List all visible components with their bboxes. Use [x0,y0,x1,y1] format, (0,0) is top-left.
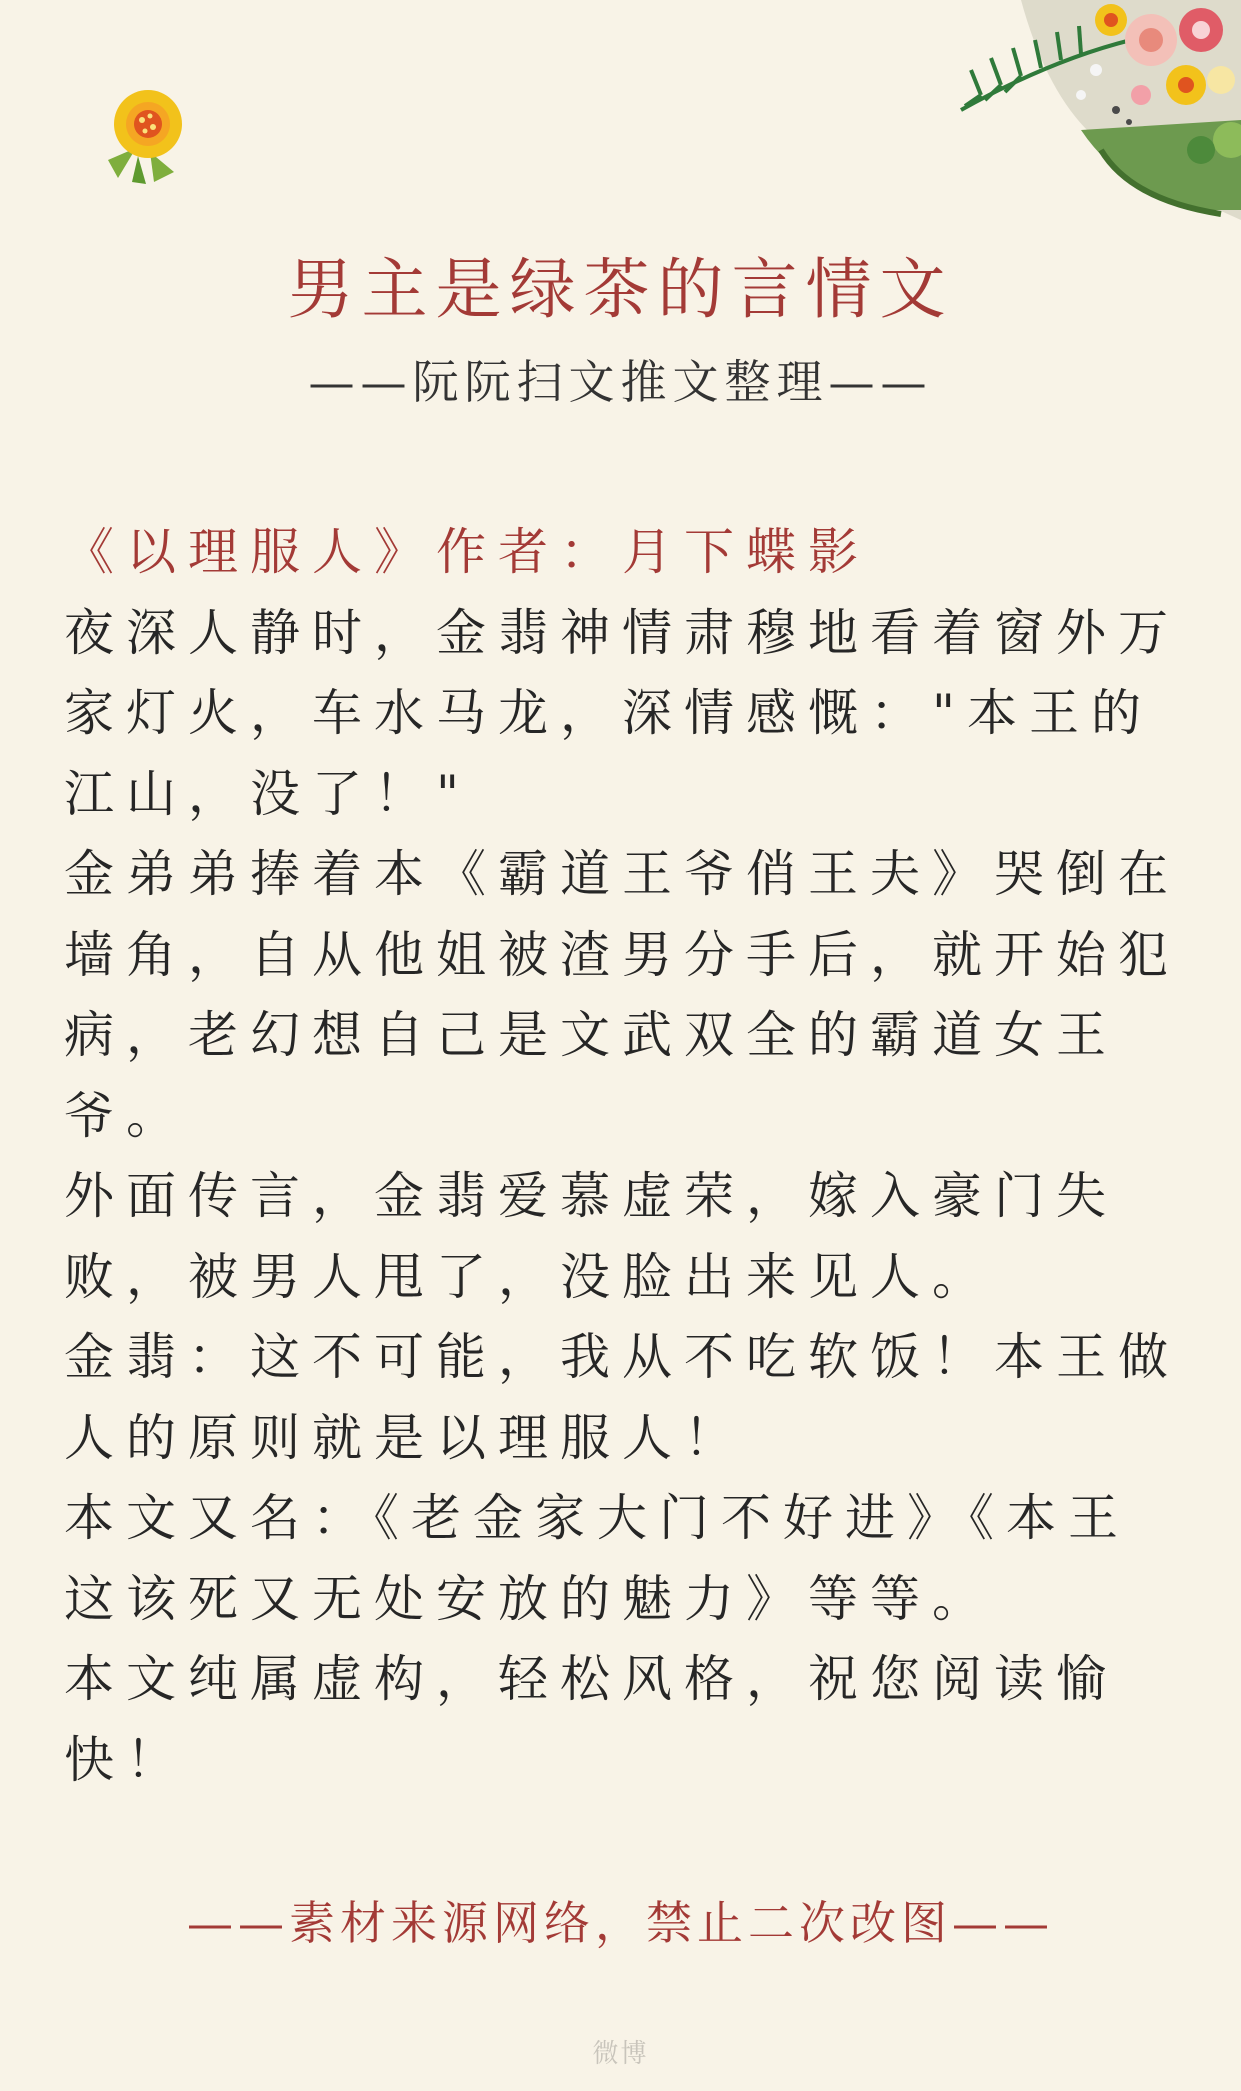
book-heading: 《以理服人》作者：月下蝶影 [64,523,870,581]
synopsis-paragraph: 外面传言，金翡爱慕虚荣，嫁入豪门失败，被男人甩了，没脸出来见人。 [64,1167,1118,1306]
watermark: 微博 [592,2039,649,2069]
synopsis-paragraph: 金翡：这不可能，我从不吃软饭！本王做人的原则就是以理服人！ [64,1328,1180,1467]
page-subtitle: ——阮阮扫文推文整理—— [308,355,933,409]
synopsis-paragraph: 本文又名：《老金家大门不好进》《本王这该死又无处安放的魅力》等等。 [64,1489,1130,1628]
book-synopsis [64,512,1184,1800]
corner-bouquet-decoration [901,0,1241,220]
copyright-notice: ——素材来源网络，禁止二次改图—— [187,1896,1054,1950]
synopsis-paragraph: 夜深人静时，金翡神情肃穆地看着窗外万家灯火，车水马龙，深情感慨："本王的江山，没了！" [64,603,1180,823]
synopsis-paragraph: 本文纯属虚构，轻松风格，祝您阅读愉快！ [64,1650,1118,1789]
page-title: 男主是绿茶的言情文 [287,251,954,328]
synopsis-paragraph: 金弟弟捧着本《霸道王爷俏王夫》哭倒在墙角，自从他姐被渣男分手后，就开始犯病，老幻想自己是文武双全的霸道女王爷。 [64,845,1180,1145]
small-flower-decoration [88,86,198,186]
